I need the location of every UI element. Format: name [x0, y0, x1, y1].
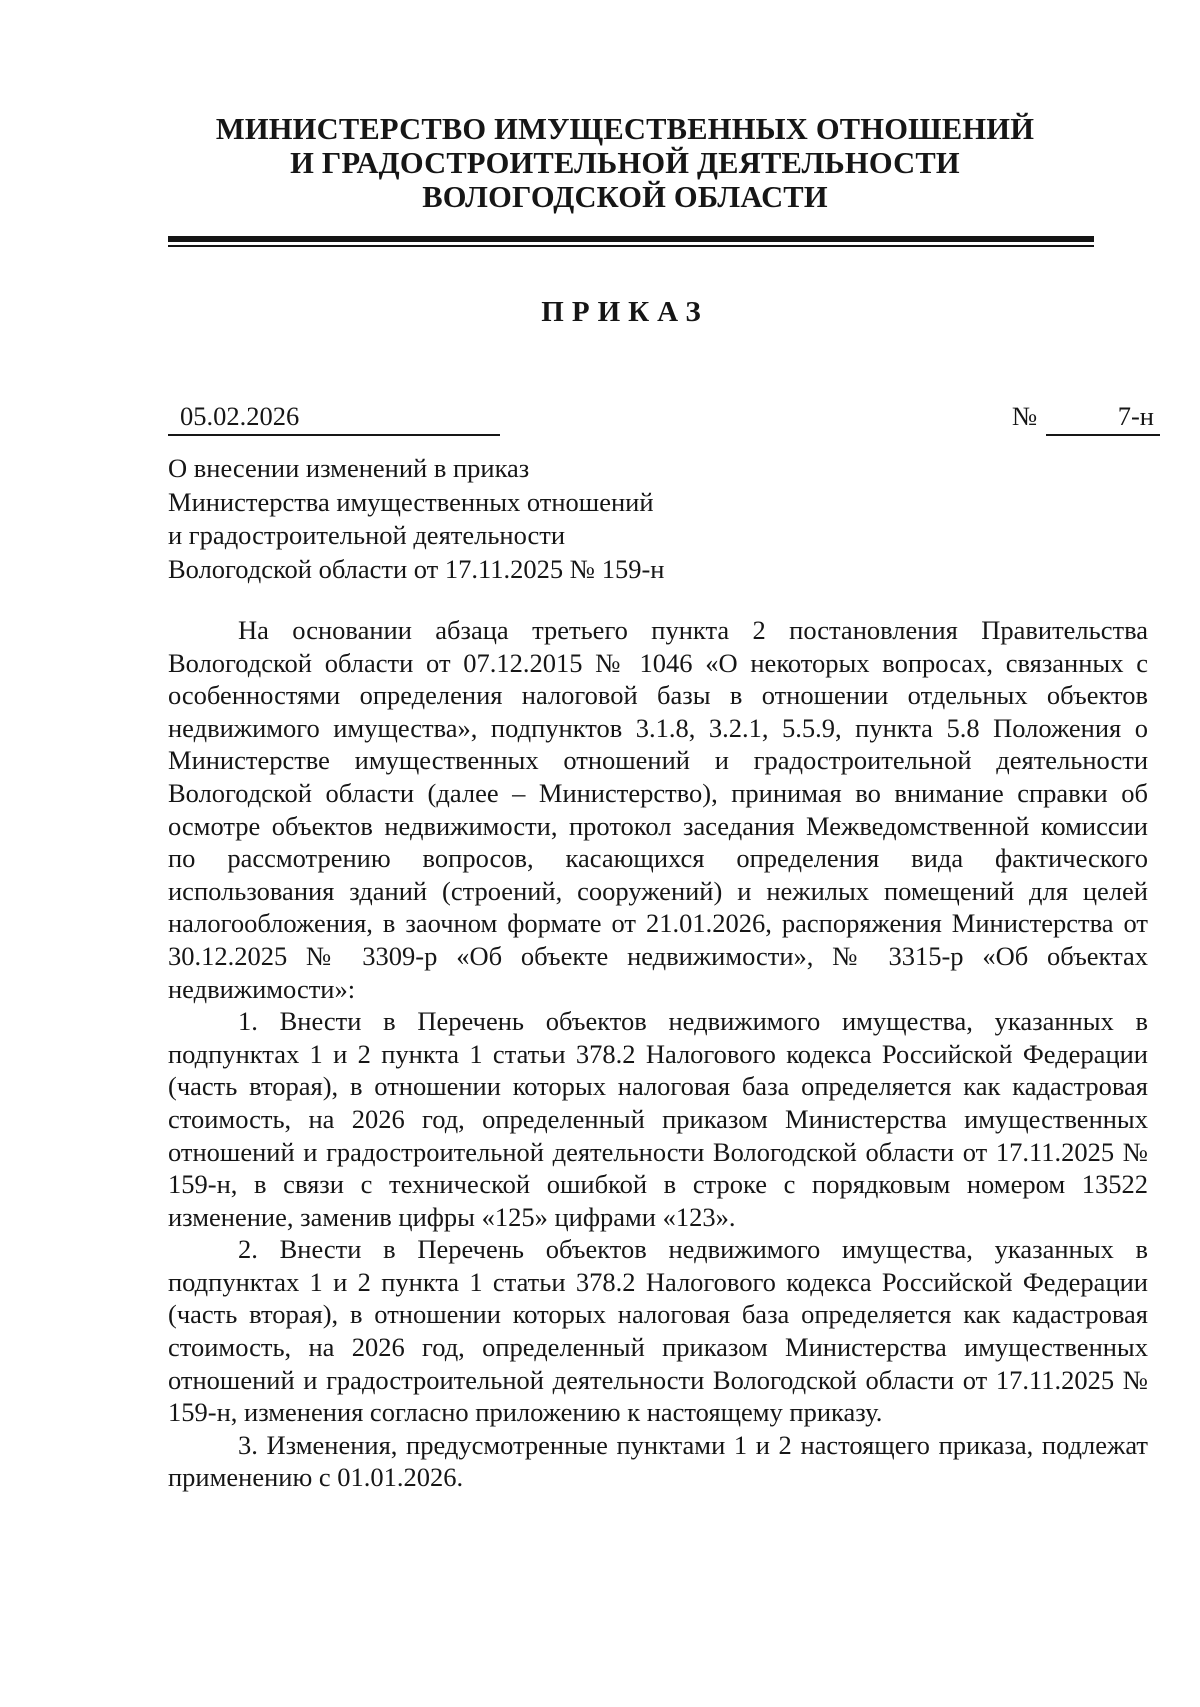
issuer-header	[150, 112, 1100, 214]
subject-line-1: О внесении изменений в приказ	[168, 453, 530, 483]
issuer-line-3: ВОЛОГОДСКОЙ ОБЛАСТИ	[422, 180, 828, 214]
item-3-paragraph: 3. Изменения, предусмотренные пунктами 1 и 2 настоящего приказа, подлежат применению с 01.01.2026.	[168, 1429, 1148, 1493]
subject-line-2: Министерства имущественных отношений	[168, 486, 654, 517]
subject-line-3: и градостроительной деятельности	[168, 520, 566, 550]
document-number: 7-н	[1117, 401, 1154, 431]
number-sign: №	[1012, 401, 1038, 431]
document-date: 05.02.2026	[180, 401, 300, 431]
issuer-line-1: МИНИСТЕРСТВО ИМУЩЕСТВЕННЫХ ОТНОШЕНИЙ	[215, 112, 1035, 146]
item-2-paragraph: 2. Внести в Перечень объектов недвижимого имущества, указанных в подпунктах 1 и 2 пункта 1 статьи 378.2 Налогового кодекса Российской Федерации (часть вторая), в отношении которых налоговая база определяется как кадастровая стоимость, на 2026 год, определенный приказом Министерства имущественных отношений и градостроительной деятельности Вологодской области от 17.11.2025 № 159-н, изменения согласно приложению к настоящему приказу.	[168, 1234, 1148, 1428]
header-rule-thin	[168, 245, 1094, 247]
document-subject	[168, 452, 664, 586]
preamble-paragraph: На основании абзаца третьего пункта 2 постановления Правительства Вологодской области от 07.12.2015 № 1046 «О некоторых вопросах, связанных с особенностями определения налоговой базы в отношении отдельных объектов недвижимого имущества», подпунктов 3.1.8, 3.2.1, 5.5.9, пункта 5.8 Положения о Министерстве имущественных отношений и градостроительной деятельности Вологодской области (далее – Министерство), принимая во внимание справки об осмотре объектов недвижимости, протокол заседания Межведомственной комиссии по рассмотрению вопросов, касающихся определения вида фактического использования зданий (строений, сооружений) и нежилых помещений для целей налогообложения, в заочном формате от 21.01.2026, распоряжения Министерства от 30.12.2025 № 3309-р «Об объекте недвижимости», № 3315-р «Об объектах недвижимости»:	[168, 615, 1148, 1004]
document-type-title: ПРИКАЗ	[541, 296, 709, 328]
item-1-paragraph: 1. Внести в Перечень объектов недвижимого имущества, указанных в подпунктах 1 и 2 пункта 1 статьи 378.2 Налогового кодекса Российской Федерации (часть вторая), в отношении которых налоговая база определяется как кадастровая стоимость, на 2026 год, определенный приказом Министерства имущественных отношений и градостроительной деятельности Вологодской области от 17.11.2025 № 159-н, в связи с технической ошибкой в строке с порядковым номером 13522 изменение, заменив цифры «125» цифрами «123».	[168, 1006, 1148, 1232]
number-field	[1046, 398, 1160, 436]
date-field	[168, 398, 500, 436]
issuer-line-2: И ГРАДОСТРОИТЕЛЬНОЙ ДЕЯТЕЛЬНОСТИ	[290, 146, 960, 180]
subject-line-4: Вологодской области от 17.11.2025 № 159-н	[168, 553, 665, 584]
header-rule-thick	[168, 236, 1094, 242]
document-body	[168, 614, 1148, 1494]
